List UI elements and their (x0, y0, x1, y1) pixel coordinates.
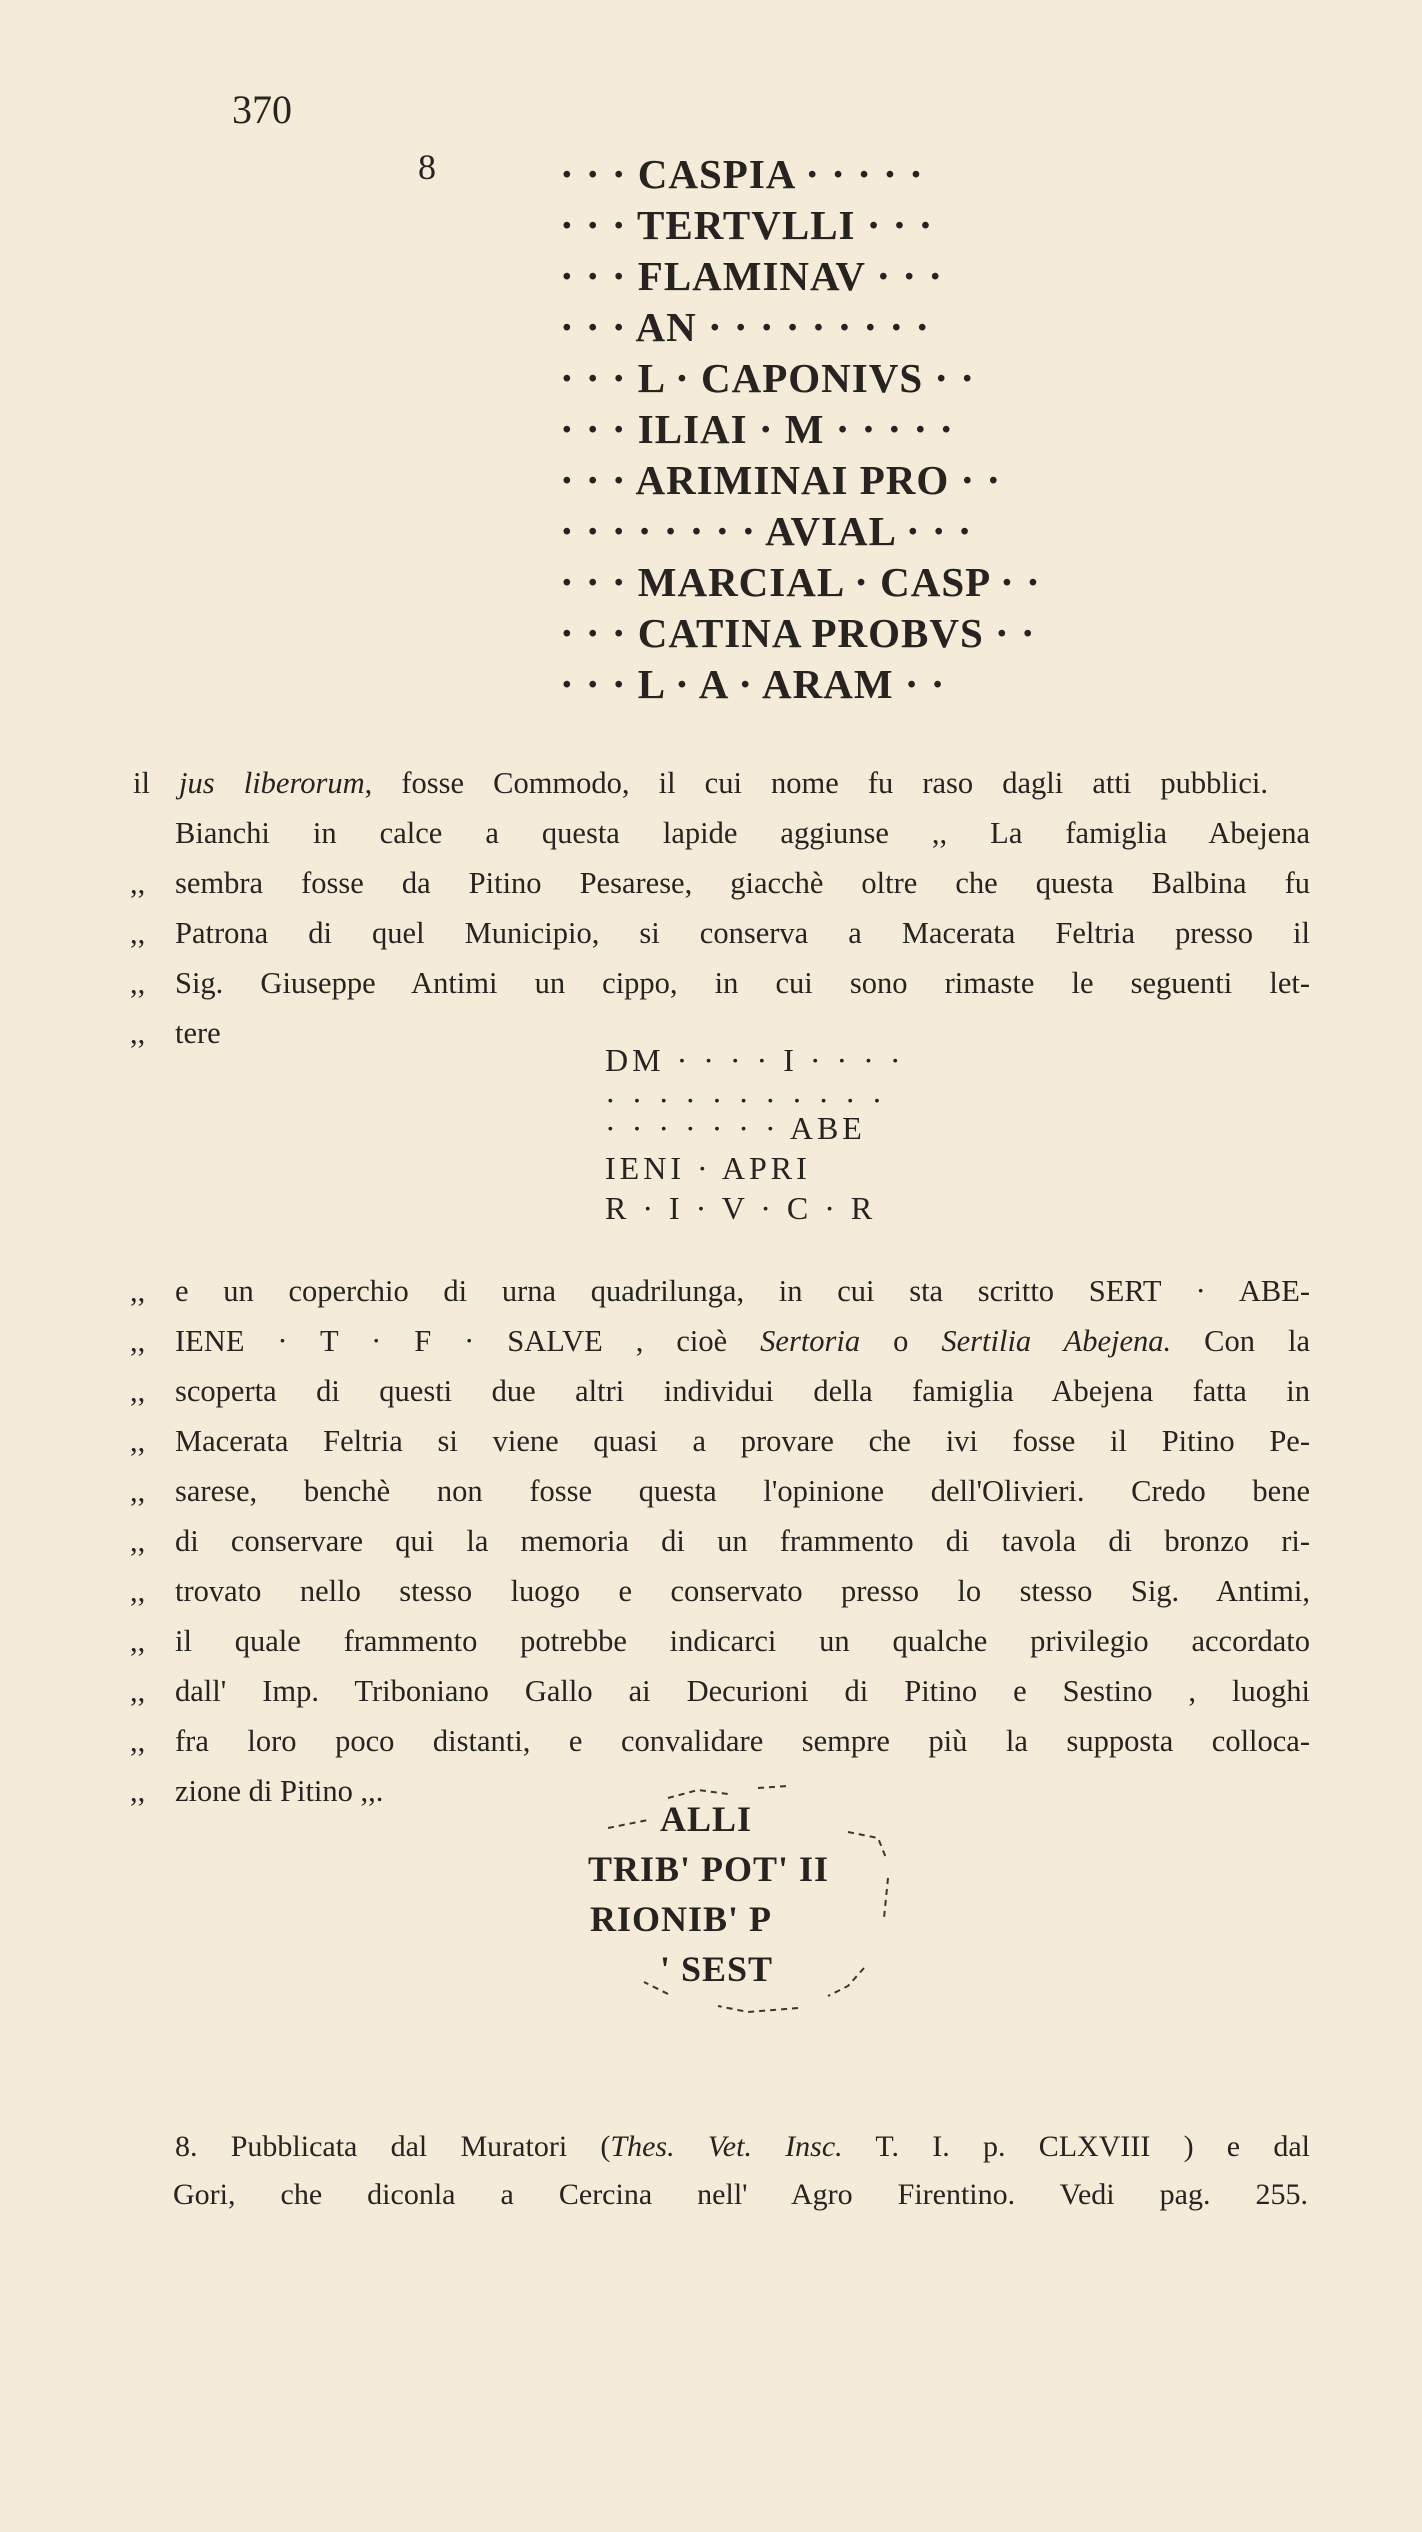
italic-sertilia-abejena: Sertilia Abejena. (941, 1324, 1172, 1358)
fragment-line: ALLI (660, 1799, 753, 1839)
inscription-line: · · · · · · · · AVIAL · · · (560, 508, 973, 554)
inscription-number: 8 (418, 147, 436, 187)
inscription-line: · · · CASPIA · · · · · (560, 151, 924, 197)
footnote-post: T. I. p. CLXVIII ) e dal (842, 2130, 1311, 2163)
inscription-line: · · · ILIAI · M · · · · · (560, 406, 955, 452)
inscription-line: · · · ARIMINAI PRO · · (560, 457, 1002, 503)
paragraph-1-line-1 (133, 768, 1268, 799)
paragraph-1-line: Bianchi in calce a questa lapide aggiunse ,, La famiglia Abejena (175, 816, 1310, 850)
paragraph-1-line: Patrona di quel Municipio, si conserva a Macerata Feltria presso il (175, 916, 1310, 950)
small-inscription-line: · · · · · · · · · · · (605, 1082, 887, 1118)
italic-sertoria: Sertoria (760, 1324, 861, 1358)
quote-mark: ,, (130, 966, 146, 1000)
paragraph-2-line: scoperta di questi due altri individui della famiglia Abejena fatta in (175, 1374, 1310, 1408)
paragraph-2-line-2 (175, 1326, 1310, 1357)
inscription-line: · · · TERTVLLI · · · (560, 202, 934, 248)
paragraph-1-rest: , fosse Commodo, il cui nome fu raso dagli atti pubblici. (364, 766, 1268, 800)
fragment-line: ' SEST (660, 1949, 774, 1989)
inscription-line: · · · L · A · ARAM · · (560, 661, 946, 707)
small-inscription-line: IENI · APRI (605, 1150, 811, 1186)
small-inscription-line: · · · · · · · ABE (605, 1110, 866, 1146)
small-inscription-line: DM · · · · I · · · · (605, 1042, 905, 1078)
fragment-line: TRIB' POT' II (588, 1849, 830, 1889)
footnote-pre: 8. Pubblicata dal Muratori ( (175, 2130, 611, 2163)
footnote-line: Gori, che diconla a Cercina nell' Agro Firentino. Vedi pag. 255. (173, 2178, 1308, 2211)
italic-jus-liberorum: jus liberorum (179, 766, 365, 800)
paragraph-2-line: zione di Pitino ,,. (175, 1774, 384, 1808)
inscription-line: · · · CATINA PROBVS · · (560, 610, 1036, 656)
small-inscription-line: R · I · V · C · R (605, 1190, 877, 1226)
quote-mark: ,, (130, 916, 146, 950)
paragraph-2-line: e un coperchio di urna quadrilunga, in cui sta scritto SERT · ABE- (175, 1274, 1310, 1308)
quote-mark: ,, (130, 1524, 146, 1558)
paragraph-1-prefix: il (133, 766, 150, 800)
paragraph-1-line: Sig. Giuseppe Antimi un cippo, in cui sono rimaste le seguenti let- (175, 966, 1310, 1000)
quote-mark: ,, (130, 1574, 146, 1608)
quote-mark: ,, (130, 1474, 146, 1508)
page-number: 370 (232, 87, 292, 132)
paragraph-2-line: fra loro poco distanti, e convalidare sempre più la supposta colloca- (175, 1724, 1310, 1758)
paragraph-1-line: tere (175, 1016, 221, 1050)
paragraph-2-line: Macerata Feltria si viene quasi a provare che ivi fosse il Pitino Pe- (175, 1424, 1310, 1458)
paragraph-2-line: trovato nello stesso luogo e conservato presso lo stesso Sig. Antimi, (175, 1574, 1310, 1608)
quote-mark: ,, (130, 1624, 146, 1658)
quote-mark: ,, (130, 1016, 146, 1050)
quote-mark: ,, (130, 1724, 146, 1758)
quote-mark: ,, (130, 1424, 146, 1458)
paragraph-2-line2-mid: o (893, 1324, 909, 1358)
inscription-line: · · · FLAMINAV · · · (560, 253, 943, 299)
paragraph-2-line: sarese, benchè non fosse questa l'opinione dell'Olivieri. Credo bene (175, 1474, 1310, 1508)
paragraph-2-line: di conservare qui la memoria di un frammento di tavola di bronzo ri- (175, 1524, 1310, 1558)
quote-mark: ,, (130, 1274, 146, 1308)
quote-mark: ,, (130, 866, 146, 900)
paragraph-1-line: sembra fosse da Pitino Pesarese, giacchè oltre che questa Balbina fu (175, 866, 1310, 900)
paragraph-2-line: il quale frammento potrebbe indicarci un qualche privilegio accordato (175, 1624, 1310, 1658)
inscription-line: · · · L · CAPONIVS · · (560, 355, 976, 401)
paragraph-2-line2-pre: IENE · T · F · SALVE , cioè (175, 1324, 728, 1358)
paragraph-2-line2-post: Con la (1204, 1324, 1310, 1358)
quote-mark: ,, (130, 1324, 146, 1358)
footnote-italic-title: Thes. Vet. Insc. (610, 2130, 843, 2163)
inscription-line: · · · MARCIAL · CASP · · (560, 559, 1041, 605)
quote-mark: ,, (130, 1774, 146, 1808)
paragraph-2-line: dall' Imp. Triboniano Gallo ai Decurioni di Pitino e Sestino , luoghi (175, 1674, 1310, 1708)
footnote-line-1 (175, 2130, 1310, 2164)
quote-mark: ,, (130, 1374, 146, 1408)
inscription-line: · · · AN · · · · · · · · · (560, 304, 931, 350)
fragment-line: RIONIB' P (590, 1899, 773, 1939)
quote-mark: ,, (130, 1674, 146, 1708)
